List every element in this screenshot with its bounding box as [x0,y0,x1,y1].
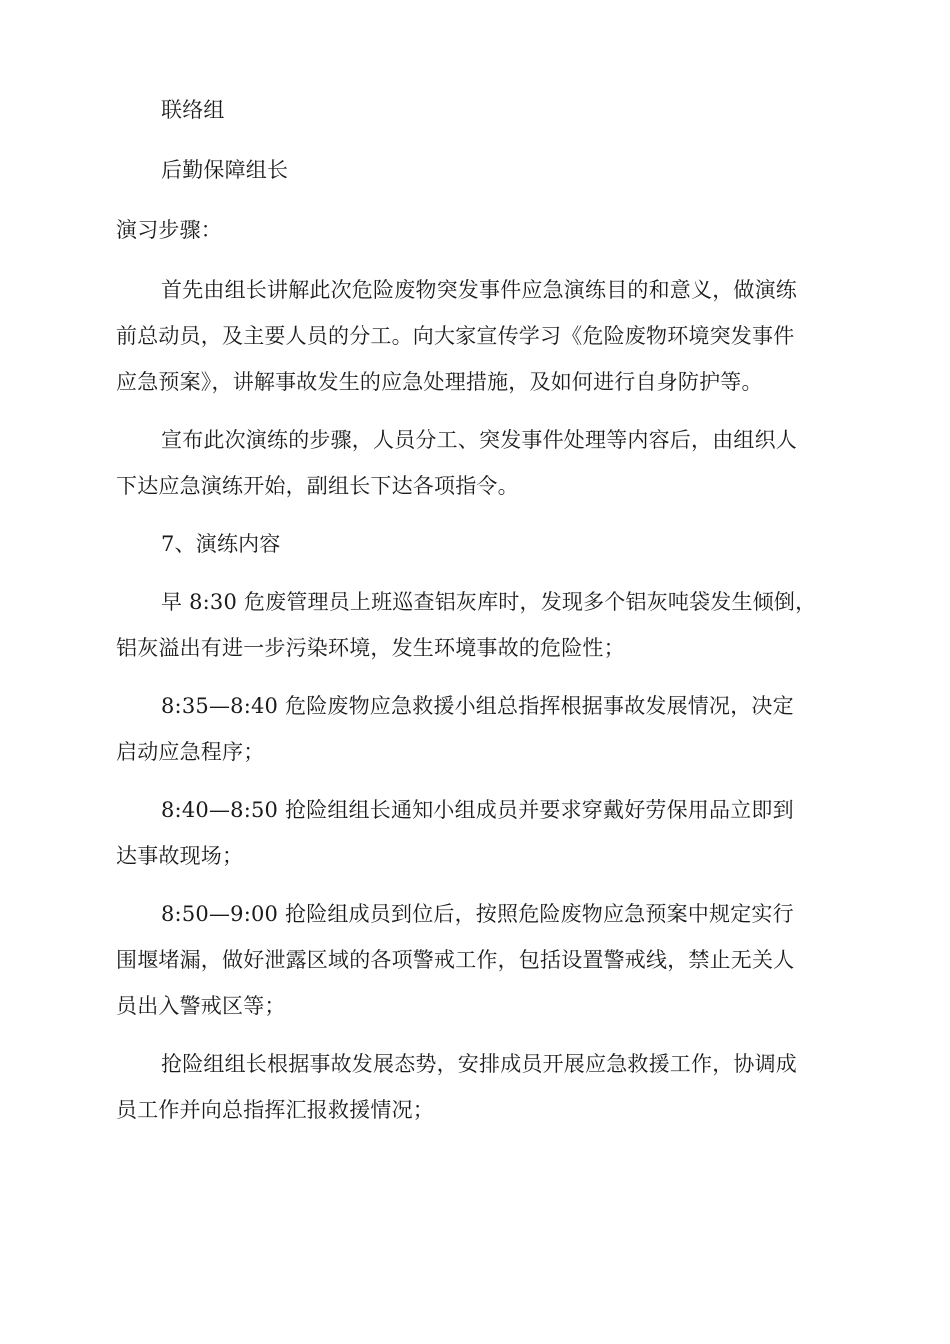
team-liaison-line: 联络组 [161,98,225,122]
paragraph-announce-line-2: 下达应急演练开始，副组长下达各项指令。 [116,474,519,498]
paragraph-0835-line-2: 启动应急程序； [116,740,265,764]
paragraph-0850-line-1: 8:50—9:00 抢险组成员到位后，按照危险废物应急预案中规定实行 [161,902,794,926]
paragraph-0840-line-2: 达事故现场； [116,844,244,868]
paragraph-0835-line-1: 8:35—8:40 危险废物应急救援小组总指挥根据事故发展情况，决定 [161,694,794,718]
paragraph-0830-line-2: 铝灰溢出有进一步污染环境，发生环境事故的危险性； [116,636,625,660]
paragraph-0850-line-2: 围堰堵漏，做好泄露区域的各项警戒工作，包括设置警戒线，禁止无关人 [116,948,795,972]
paragraph-intro-line-3: 应急预案》，讲解事故发生的应急处理措施，及如何进行自身防护等。 [116,370,763,394]
paragraph-intro-line-2: 前总动员，及主要人员的分工。向大家宣传学习《危险废物环境突发事件 [116,324,795,348]
paragraph-announce-line-1: 宣布此次演练的步骤，人员分工、突发事件处理等内容后，由组织人 [161,428,797,452]
drill-steps-heading: 演习步骤： [116,218,222,242]
paragraph-0850-line-3: 员出入警戒区等； [116,994,286,1018]
paragraph-rescue-line-1: 抢险组组长根据事故发展态势，安排成员开展应急救援工作，协调成 [161,1052,797,1076]
paragraph-rescue-line-2: 员工作并向总指挥汇报救援情况； [116,1098,434,1122]
section-heading-drill-content: 7、演练内容 [161,532,281,556]
paragraph-intro-line-1: 首先由组长讲解此次危险废物突发事件应急演练目的和意义，做演练 [161,278,797,302]
paragraph-0830-line-1: 早 8:30 危废管理员上班巡查铝灰库时，发现多个铝灰吨袋发生倾倒， [161,590,817,614]
paragraph-0840-line-1: 8:40—8:50 抢险组组长通知小组成员并要求穿戴好劳保用品立即到 [161,798,794,822]
team-logistics-line: 后勤保障组长 [161,158,289,182]
